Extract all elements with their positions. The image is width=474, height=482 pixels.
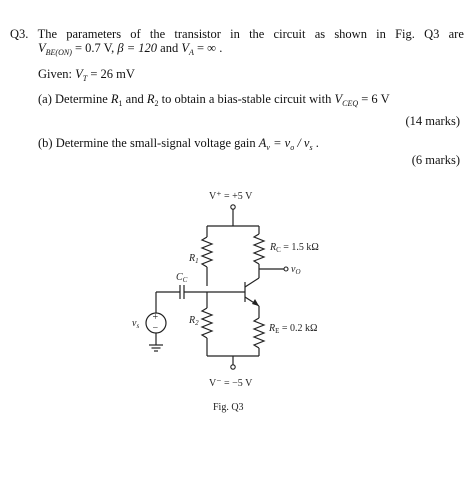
vo-symbol: = v [269, 136, 291, 150]
word: in [376, 27, 386, 41]
vminus-terminal [231, 365, 235, 369]
vceq-subscript: CEQ [342, 99, 359, 108]
vo-label: $v_O$ [291, 264, 301, 276]
word: The [37, 27, 58, 41]
emitter-arrow-icon [252, 299, 259, 306]
r2-subscript: 2 [154, 99, 159, 108]
part-b-text: (b) Determine the small-signal voltage gain [38, 136, 259, 150]
cc-label: $C_C$ [176, 272, 188, 284]
word: of [130, 27, 141, 41]
va-symbol: V [181, 41, 189, 55]
given-label: Given: [38, 67, 76, 81]
re-resistor [254, 318, 264, 348]
r2-label: $R_2$ [189, 315, 199, 327]
part-a-mid: and [122, 92, 147, 106]
part-a-rest: to obtain a bias-stable circuit with [158, 92, 335, 106]
figure-caption: Fig. Q3 [213, 402, 244, 413]
part-b-end: . [312, 136, 319, 150]
vs-symbol: / v [294, 136, 310, 150]
vs-plus: + [152, 312, 159, 323]
vs-label: $v_s$ [132, 318, 140, 330]
vceq-symbol: V [334, 92, 343, 106]
vs-minus: − [152, 323, 159, 334]
vplus-label: V⁺ = +5 V [209, 191, 253, 202]
r1-symbol: R [110, 92, 119, 106]
question-number: Q3. [10, 27, 29, 41]
r1-subscript: 1 [118, 99, 123, 108]
vt-value: = 26 mV [87, 67, 135, 81]
va-value: = ∞ . [193, 41, 223, 55]
av-subscript: v [266, 143, 270, 152]
word: Q3 [424, 27, 440, 41]
part-a-prefix: (a) Determine [38, 92, 111, 106]
vo-terminal [284, 267, 288, 271]
vt-subscript: T [82, 74, 88, 83]
word: transistor [174, 27, 221, 41]
word: are [448, 27, 464, 41]
part-a-marks: (14 marks) [405, 114, 460, 128]
beta-value: β = 120 [117, 41, 158, 55]
rc-resistor [254, 234, 264, 264]
vminus-label: V⁻ = −5 V [209, 378, 253, 389]
r2-symbol: R [146, 92, 155, 106]
and-text: and [157, 41, 182, 55]
part-b-marks: (6 marks) [411, 153, 460, 167]
word: the [249, 27, 265, 41]
vbe-subscript: BE(ON) [45, 48, 72, 57]
word: shown [334, 27, 367, 41]
av-symbol: A [258, 136, 267, 150]
vbe-value: = 0.7 V, [71, 41, 118, 55]
word: parameters [66, 27, 122, 41]
word: as [314, 27, 326, 41]
vs-subscript: s [309, 143, 313, 152]
vbe-symbol: V [38, 41, 46, 55]
word: in [230, 27, 240, 41]
vplus-terminal [231, 205, 235, 209]
va-subscript: A [188, 48, 194, 57]
word: Fig. [395, 27, 415, 41]
word: the [149, 27, 166, 41]
vo-subscript: o [290, 143, 295, 152]
re-label: $R_E = 0.2$ kΩ [269, 323, 318, 335]
vceq-value: = 6 V [358, 92, 390, 106]
transistor-collector [245, 278, 259, 287]
ground-icon [149, 345, 163, 351]
rc-label: $R_C = 1.5$ kΩ [270, 242, 319, 254]
vt-symbol: V [75, 67, 83, 81]
r2-resistor [202, 308, 212, 338]
r1-resistor [202, 237, 212, 267]
word: circuit [273, 27, 306, 41]
r1-label: $R_1$ [189, 253, 199, 265]
